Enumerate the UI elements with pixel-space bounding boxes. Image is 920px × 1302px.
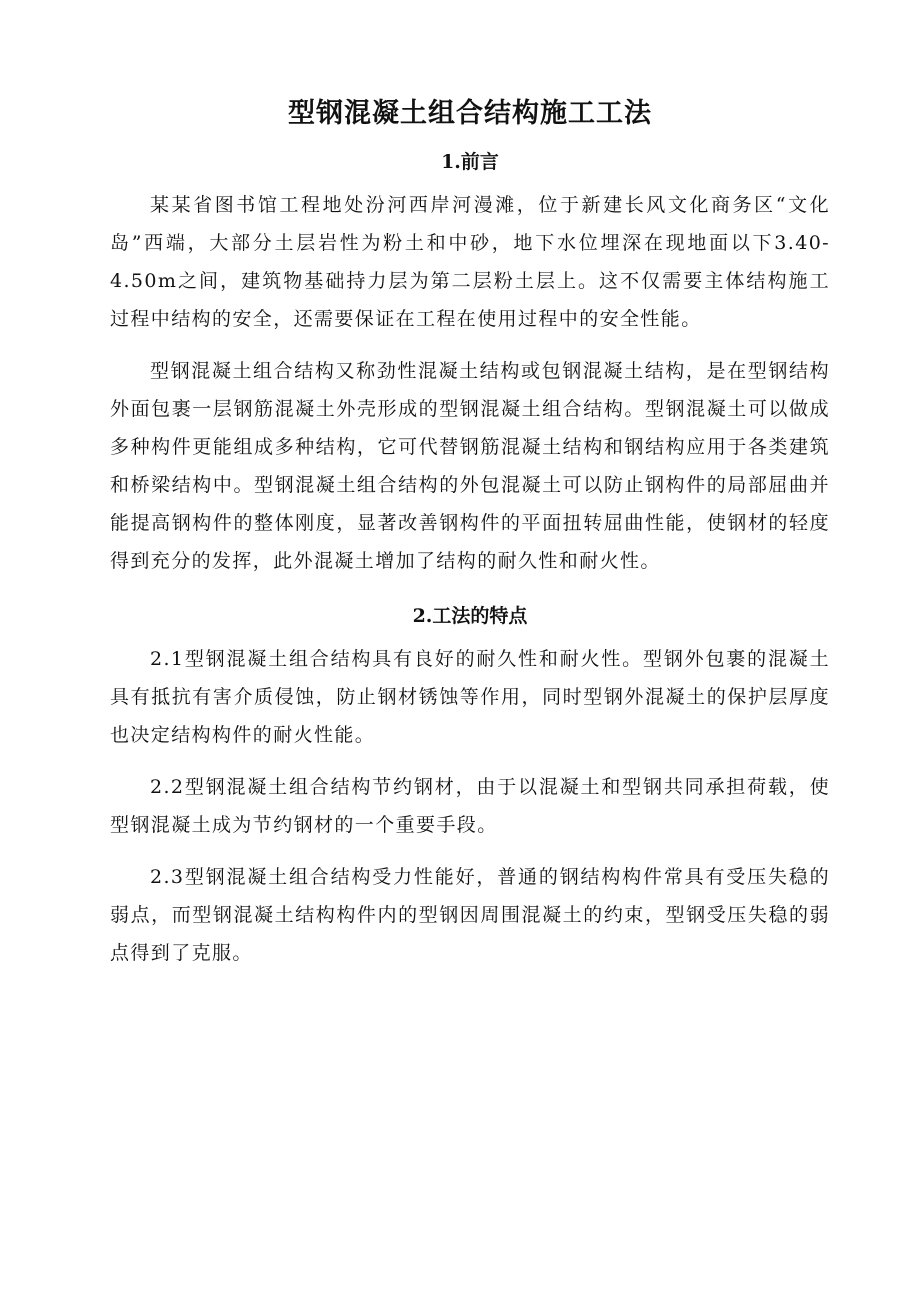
document-title: 型钢混凝土组合结构施工工法 xyxy=(288,98,652,129)
section-heading-features: 2.工法的特点 xyxy=(412,605,528,627)
paragraph: 某某省图书馆工程地处汾河西岸河漫滩，位于新建长风文化商务区“文化岛”西端，大部分土层岩性为粉土和中砂，地下水位埋深在现地面以下3.40-4.50m之间，建筑物基础持力层为第二层粉土层上。这不仅需要主体结构施工过程中结构的安全，还需要保证在工程在使用过程中的安全性能。 xyxy=(110,194,830,330)
section-heading-preface: 1.前言 xyxy=(441,151,499,173)
paragraph: 型钢混凝土组合结构又称劲性混凝土结构或包钢混凝土结构，是在型钢结构外面包裹一层钢筋混凝土外壳形成的型钢混凝土组合结构。型钢混凝土可以做成多种构件更能组成多种结构，它可代替钢筋混凝土结构和钢结构应用于各类建筑和桥梁结构中。型钢混凝土组合结构的外包混凝土可以防止钢构件的局部屈曲并能提高钢构件的整体刚度，显著改善钢构件的平面扭转屈曲性能，使钢材的轻度得到充分的发挥，此外混凝土增加了结构的耐久性和耐火性。 xyxy=(110,360,830,572)
paragraph: 2.3型钢混凝土组合结构受力性能好，普通的钢结构构件常具有受压失稳的弱点，而型钢混凝土结构构件内的型钢因周围混凝土的约束，型钢受压失稳的弱点得到了克服。 xyxy=(110,866,830,964)
paragraph: 2.1型钢混凝土组合结构具有良好的耐久性和耐火性。型钢外包裹的混凝土具有抵抗有害介质侵蚀，防止钢材锈蚀等作用，同时型钢外混凝土的保护层厚度也决定结构构件的耐火性能。 xyxy=(110,648,830,746)
paragraph: 2.2型钢混凝土组合结构节约钢材，由于以混凝土和型钢共同承担荷载，使型钢混凝土成为节约钢材的一个重要手段。 xyxy=(110,776,830,836)
